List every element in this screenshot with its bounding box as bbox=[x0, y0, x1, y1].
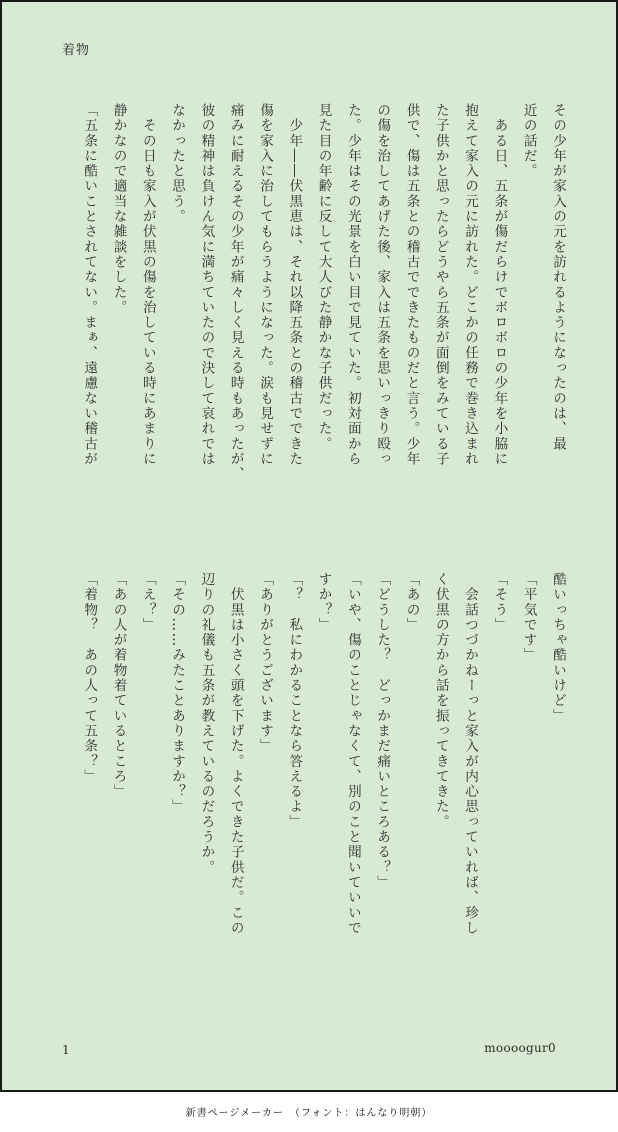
text-line: 「着物？ あの人って五条？」 bbox=[81, 572, 98, 785]
text-line: 「そう」 bbox=[491, 572, 508, 633]
text-line: 供で、傷は五条との稽古でできたものだと言う。少年 bbox=[403, 103, 420, 467]
text-line: 少年――伏黒恵は、それ以降五条との稽古でできた bbox=[286, 103, 303, 467]
text-line: 伏黒は小さく頭を下げた。よくできた子供だ。この bbox=[227, 572, 244, 936]
text-line: 「？ 私にわかることなら答えるよ」 bbox=[286, 572, 303, 830]
text-line: 「いや、傷のことじゃなくて、別のこと聞いていいで bbox=[344, 572, 361, 936]
text-line: 彼の精神は負けん気に満ちていたので決して哀れでは bbox=[198, 103, 215, 467]
text-line: 「あの」 bbox=[403, 572, 420, 633]
text-line: 「五条に酷いことされてない。まぁ、遠慮ない稽古が bbox=[81, 103, 98, 467]
author-name: moooogur0 bbox=[484, 1041, 556, 1055]
text-line: ある日、五条が傷だらけでボロボロの少年を小脇に bbox=[491, 103, 508, 467]
text-line: く伏黒の方から話を振ってきてきた。 bbox=[432, 572, 449, 830]
text-line: 「ありがとうございます」 bbox=[257, 572, 273, 754]
text-line: 痛みに耐えるその少年が痛々しく見える時もあったが、 bbox=[227, 103, 244, 482]
text-line: 酷いっちゃ酷いけど」 bbox=[550, 572, 566, 724]
text-line: 会話つづかねーっと家入が内心思っていれば、珍し bbox=[462, 572, 479, 936]
text-line: なかったと思う。 bbox=[169, 103, 186, 225]
text-line: 見た目の年齢に反して大人びた静かな子供だった。 bbox=[315, 103, 332, 452]
text-line: その少年が家入の元を訪れるようになったのは、最 bbox=[550, 103, 566, 452]
text-line: その日も家入が伏黒の傷を治している時にあまりに bbox=[139, 103, 156, 467]
text-line: た子供かと思ったらどうやら五条が面倒をみている子 bbox=[432, 103, 449, 467]
text-line: すか？」 bbox=[315, 572, 332, 633]
text-line: た。少年はその光景を白い目で見ていた。初対面から bbox=[344, 103, 361, 467]
text-line: 辺りの礼儀も五条が教えているのだろうか。 bbox=[198, 572, 215, 875]
page-number: 1 bbox=[62, 1043, 70, 1057]
lower-text-block bbox=[2, 572, 616, 1028]
text-line: の傷を治してあげた後、家入は五条を思いっきり殴っ bbox=[374, 103, 391, 467]
footer-caption: 新書ページメーカー （フォント：はんなり明朝） bbox=[185, 1108, 433, 1119]
text-line: 抱えて家入の元に訪れた。どこかの任務で巻き込まれ bbox=[462, 103, 479, 467]
text-line: 「平気です」 bbox=[520, 572, 537, 663]
text-line: 近の話だ。 bbox=[520, 103, 537, 179]
text-line: 「その……みたことありますか？」 bbox=[169, 572, 186, 815]
text-line: 「あの人が着物着ているところ」 bbox=[110, 572, 127, 800]
text-line: 静かなので適当な雑談をした。 bbox=[110, 103, 127, 316]
text-line: 「どうした？ どっかまだ痛いところある？」 bbox=[374, 572, 391, 891]
chapter-title: 着物 bbox=[62, 43, 91, 58]
text-line: 傷を家入に治してもらうようになった。涙も見せずに bbox=[257, 103, 273, 467]
text-line: 「え？」 bbox=[139, 572, 156, 633]
upper-text-block bbox=[2, 103, 616, 559]
